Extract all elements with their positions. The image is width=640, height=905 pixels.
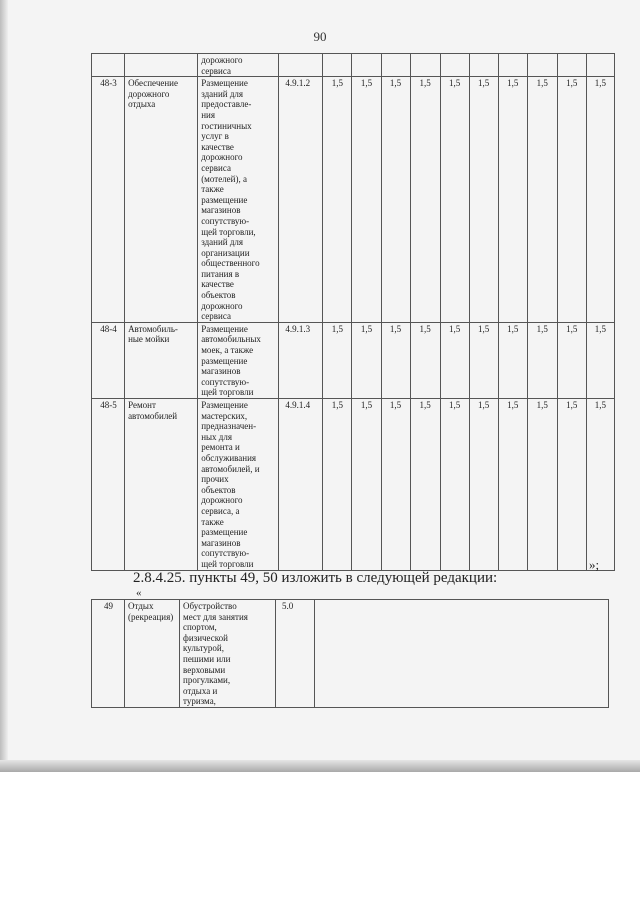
cell-description: Размещение автомобильных моек, а также размещение магазинов сопутствую- щей торговли (198, 322, 279, 398)
cell-value: 1,5 (410, 322, 440, 398)
table-row (92, 54, 615, 77)
cell-value: 1,5 (498, 399, 527, 571)
cell-value: 1,5 (498, 77, 527, 323)
cell-value: 1,5 (323, 322, 352, 398)
cell-value: 1,5 (440, 77, 469, 323)
cell-value: 1,5 (527, 77, 557, 323)
cell-code: 48-4 (92, 322, 125, 398)
cell-ref: 4.9.1.4 (279, 399, 323, 571)
cell-empty (315, 600, 609, 708)
cell-value: 1,5 (440, 399, 469, 571)
cell-value (352, 54, 381, 77)
cell-value: 1,5 (323, 77, 352, 323)
land-use-table-new (91, 599, 609, 708)
land-use-table (91, 53, 615, 571)
cell-value: 1,5 (469, 77, 498, 323)
cell-value: 1,5 (557, 322, 586, 398)
cell-value: 1,5 (469, 399, 498, 571)
cell-ref (279, 54, 323, 77)
cell-name: Автомобиль- ные мойки (125, 322, 198, 398)
cell-value (498, 54, 527, 77)
cell-value: 1,5 (586, 322, 614, 398)
cell-value: 1,5 (586, 399, 614, 571)
land-use-table-body (92, 54, 615, 571)
section-heading: 2.8.4.25. пункты 49, 50 изложить в следующей редакции: (133, 570, 498, 586)
scan-edge-shadow (0, 0, 8, 772)
table-row (92, 600, 609, 708)
cell-code: 48-5 (92, 399, 125, 571)
cell-description: Обустройство мест для занятия спортом, физической культурой, пешими или верховыми прогулками, отдыха и туризма, (180, 600, 276, 708)
scan-bottom-shadow (0, 760, 640, 772)
cell-name: Ремонт автомобилей (125, 399, 198, 571)
cell-value (410, 54, 440, 77)
table-row (92, 77, 615, 323)
cell-ref: 4.9.1.3 (279, 322, 323, 398)
cell-ref: 4.9.1.2 (279, 77, 323, 323)
cell-value: 1,5 (352, 322, 381, 398)
cell-value (323, 54, 352, 77)
cell-description: Размещение зданий для предоставле- ния гостиничных услуг в качестве дорожного сервиса (мотелей), а также размещение магазинов сопутствую- щей торговли, зданий для организации общественного питания в качестве объектов дорожного сервиса (198, 77, 279, 323)
cell-name: Обеспечение дорожного отдыха (125, 77, 198, 323)
table-row (92, 399, 615, 571)
cell-code: 48-3 (92, 77, 125, 323)
cell-description: дорожного сервиса (198, 54, 279, 77)
closing-quote: »; (589, 557, 600, 572)
cell-value (527, 54, 557, 77)
cell-ref: 5.0 (276, 600, 315, 708)
cell-value: 1,5 (381, 322, 410, 398)
cell-value: 1,5 (410, 77, 440, 323)
cell-value: 1,5 (352, 399, 381, 571)
cell-value: 1,5 (557, 77, 586, 323)
cell-value: 1,5 (352, 77, 381, 323)
cell-value: 1,5 (323, 399, 352, 571)
cell-value (381, 54, 410, 77)
page-number: 90 (313, 29, 327, 44)
page-margin (0, 772, 640, 905)
opening-quote: « (136, 587, 142, 599)
cell-value (469, 54, 498, 77)
cell-code (92, 54, 125, 77)
cell-code: 49 (92, 600, 125, 708)
cell-description: Размещение мастерских, предназначен- ных для ремонта и обслуживания автомобилей, и прочих объектов дорожного сервиса, а также размещение магазинов сопутствую- щей торговли (198, 399, 279, 571)
cell-value: 1,5 (381, 77, 410, 323)
cell-value: 1,5 (586, 77, 614, 323)
cell-value: 1,5 (527, 322, 557, 398)
cell-value: 1,5 (498, 322, 527, 398)
cell-name: Отдых (рекреация) (125, 600, 180, 708)
cell-value: 1,5 (440, 322, 469, 398)
cell-value: 1,5 (469, 322, 498, 398)
cell-value: 1,5 (381, 399, 410, 571)
table-row (92, 322, 615, 398)
cell-value (440, 54, 469, 77)
cell-value (557, 54, 586, 77)
cell-value: 1,5 (527, 399, 557, 571)
cell-name (125, 54, 198, 77)
cell-value (586, 54, 614, 77)
cell-value: 1,5 (410, 399, 440, 571)
land-use-table-new-body (92, 600, 609, 708)
cell-value: 1,5 (557, 399, 586, 571)
